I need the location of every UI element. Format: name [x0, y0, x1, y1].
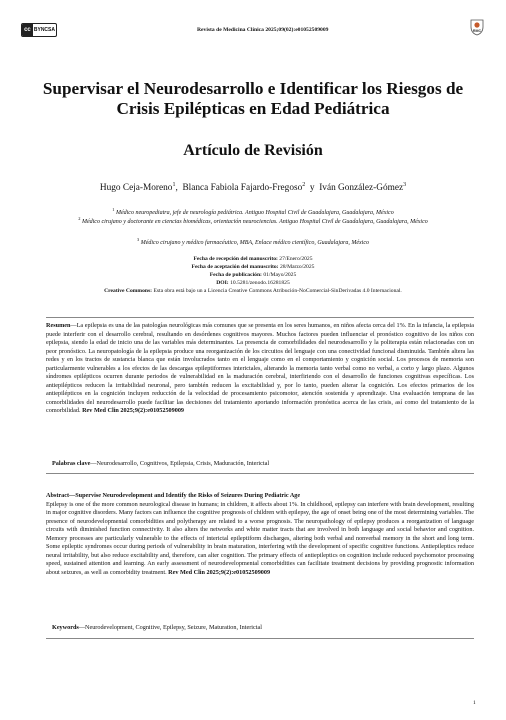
paper-title: Supervisar el Neurodesarrollo e Identificar los Riesgos de Crisis Epilépticas en Edad Pediátrica: [42, 79, 464, 118]
article-type: Artículo de Revisión: [183, 142, 323, 159]
accepted-date: Fecha de aceptación del manuscrito: 28/Marzo/2025: [191, 264, 315, 270]
author-name: Blanca Fabiola Fajardo-Fregoso: [182, 183, 303, 194]
author-affil-mark: 2: [302, 182, 306, 188]
abstract-label: Abstract—Supervise Neurodevelopment and Identify the Risks of Seizures During Pediatric Age: [46, 492, 301, 499]
author-name: Iván González-Gómez: [319, 183, 404, 194]
section-divider: [46, 638, 474, 639]
journal-logo-icon: [468, 18, 486, 36]
author-affil-mark: 3: [403, 182, 407, 188]
resumen-text: —La epilepsia es una de las patologías neurológicas más comunes que se presenta en los seres humanos, en niños afecta cerca del 1%. En la infancia, la epilepsia puede interferir con el desarrollo cerebral, resultando en desórdenes cognitivos mayores. Muchos factores pueden influenciar el pronóstico cognitivo de los niños con epilepsia, siendo la edad de inicio una de las variables más determinantes. La presencia de comorbilidades del neurodesarrollo y la politerapia están relacionadas con un peor pronóstico. La neuropatología de la epilepsia produce una reorganización de los circuitos del lenguaje con una conectividad funcional disminuida. También altera las redes y en los tractos de sustancia blanca que están involucrados tanto en el lenguaje como en el comportamiento y cognición social. Los procesos de memoria son particularmente vulnerables a los efectos de las descargas epileptiformes interictales, alterando la memoria tanto verbal como no verbal, a corto y largo plazo. Algunos síndromes epilépticos ocurren durante periodos de vulnerabilidad en la maduración cerebral, interfiriendo con el desarrollo de funciones cognitivas específicas. Los antiepilépticos reducen la irritabilidad neuronal, pero también reducen la excitabilidad y, por lo tanto, pueden alterar la cognición. Los efectos primarios de los antiepilépticos en la cognición incluyen reducción de la velocidad de procesamiento psicomotor, atención sostenida y aprendizaje. Una evaluación temprana de las comorbilidades del neurodesarrollo puede facilitar las decisiones del tratamiento aportando información pronóstica acerca de las crisis, así como del tratamiento de la comorbilidad.: [46, 322, 474, 414]
author-name: Hugo Ceja-Moreno: [99, 183, 173, 194]
author-affil-mark: 1: [172, 182, 176, 188]
resumen-section: [46, 322, 474, 416]
received-date: Fecha de recepción del manuscrito: 27/Enero/2025: [193, 256, 313, 262]
cc-sa-label: SA: [48, 27, 55, 33]
cc-nc-label: NC: [40, 27, 49, 33]
section-divider: [46, 317, 474, 318]
creative-commons-notice: Creative Commons: Esta obra está bajo un a Licencia Creative Commons Atribución-NoComercial-SinDerivadas 4.0 Internacional.: [104, 288, 402, 294]
section-divider: [46, 473, 474, 474]
author-list: Hugo Ceja-Moreno$^1$, Blanca Fabiola Fajardo-Fregoso$^2$ y Iván González-Gómez$^3$: [99, 182, 407, 194]
resumen-citation: Rev Med Clin 2025;9(2):e01052509009: [82, 407, 185, 414]
affiliation: $^3$ Médico cirujano y médico farmacéutico, MBA, Enlace médico científico, Guadalajara, México: [137, 237, 369, 246]
cc-by-label: BY: [33, 27, 41, 33]
cc-icon: cc: [22, 24, 33, 36]
page-number: 1: [473, 700, 476, 706]
abstract-section: [46, 492, 474, 577]
abstract-citation: Rev Med Clin 2025;9(2):e01052509009: [168, 568, 271, 576]
published-date: Fecha de publicación: 01/Mayo/2025: [209, 272, 297, 278]
affiliation: $^1$ Médico neuropediatra, jefe de neurología pediátrica. Antiguo Hospital Civil de Guadalajara, Guadalajara, México: [112, 207, 394, 216]
keywords: Keywords—Neurodevelopment, Cognitive, Epilepsy, Seizure, Maturation, Interictal: [52, 624, 262, 631]
journal-logo-text: RMC: [472, 29, 482, 33]
creative-commons-badge: [21, 23, 57, 37]
abstract-text: Epilepsy is one of the more common neurological disease in humans; in children, it affects about 1%. In childhood, epilepsy can interfere with brain development, resulting in major cognitive disorders. Many factors can influence the cognitive prognosis of children with epilepsy, the age of onset being one of the most determining variables. The presence of neurodevelopmental comorbidities and polytherapy are related to a worse prognosis. The neuropathology of epilepsy produces a reorganization of language circuits with diminished function connectivity. It also alters the networks and white matter tracts that are involved in both language and social behavior and cognition. Memory processes are particularly vulnerable to the effects of interictal epileptiform discharges, altering both verbal and nonverbal memory in the short and long term. Some epileptic syndromes occur during periods of vulnerability in brain maturation, interfering with the development of specific cognitive functions. Antiepileptics reduce neural irritability, but also reduce excitability and, therefore, can alter cognition. The primary effects of antiepileptics on cognition include reduced psychomotor processing speed, sustained attention and learning. An early assessment of neurodevelopmental comorbidities can facilitate treatment decisions by providing prognostic information about seizures, as well as comorbidity treatment.: [46, 500, 474, 576]
affiliation: $^2$ Médico cirujano y doctorante en ciencias biomédicas, orientación neurociencias. Antiguo Hospital Civil de Guadalajara, Guadalajara, México: [78, 216, 428, 225]
resumen-label: Resumen: [46, 322, 71, 329]
palabras-clave: Palabras clave—Neurodesarrollo, Cognitivos, Epilepsia, Crisis, Maduración, Interictal: [52, 460, 270, 467]
doi: DOI: 10.5281/zenodo.16281825: [216, 280, 290, 286]
journal-header: Revista de Medicina Clínica 2025;09(02):e01052509009: [197, 27, 329, 33]
